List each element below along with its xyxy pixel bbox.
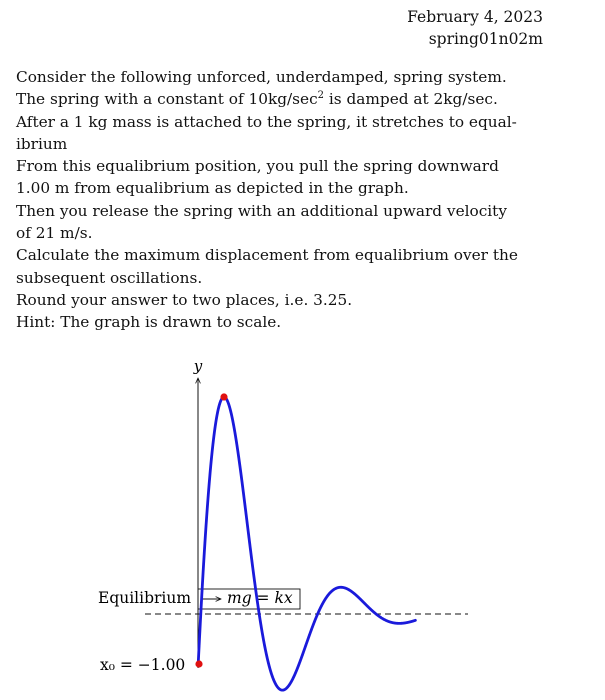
exponent: 2 (317, 90, 325, 102)
problem-line-7: Then you release the spring with an additional upward velocity (16, 201, 507, 220)
problem-line-8: of 21 m/s. (16, 224, 93, 243)
problem-line-4: ibrium (16, 134, 68, 153)
problem-line-2-start: The spring with a constant of 10kg/sec (16, 90, 318, 109)
problem-line-6: 1.00 m from equalibrium as depicted in the graph. (16, 179, 409, 198)
initial-point (195, 660, 202, 667)
problem-id: spring01n02m (428, 30, 543, 48)
problem-line-11: Round your answer to two places, i.e. 3.25. (16, 290, 353, 309)
initial-displacement-label: x₀ = −1.00 (100, 656, 186, 674)
problem-line-5: From this equalibrium position, you pull the spring downward (16, 157, 499, 176)
problem-line-2 (16, 88, 546, 110)
problem-statement (16, 66, 546, 334)
document-header (407, 6, 543, 50)
displacement-curve (198, 397, 415, 690)
problem-line-3: After a 1 kg mass is attached to the spring, it stretches to equal- (16, 112, 517, 131)
problem-line-2-end: is damped at 2kg/sec. (324, 90, 498, 109)
force-balance-equation: mg = kx (227, 589, 293, 607)
document-date: February 4, 2023 (407, 8, 543, 26)
problem-line-10: subsequent oscillations. (16, 268, 203, 287)
problem-line-12: Hint: The graph is drawn to scale. (16, 313, 282, 332)
spring-displacement-graph (0, 350, 605, 700)
problem-line-9: Calculate the maximum displacement from equalibrium over the (16, 246, 518, 265)
equilibrium-label: Equilibrium (98, 589, 192, 607)
problem-line-1: Consider the following unforced, underdamped, spring system. (16, 68, 507, 86)
y-axis-label: y (193, 357, 203, 375)
maximum-point (220, 393, 227, 400)
